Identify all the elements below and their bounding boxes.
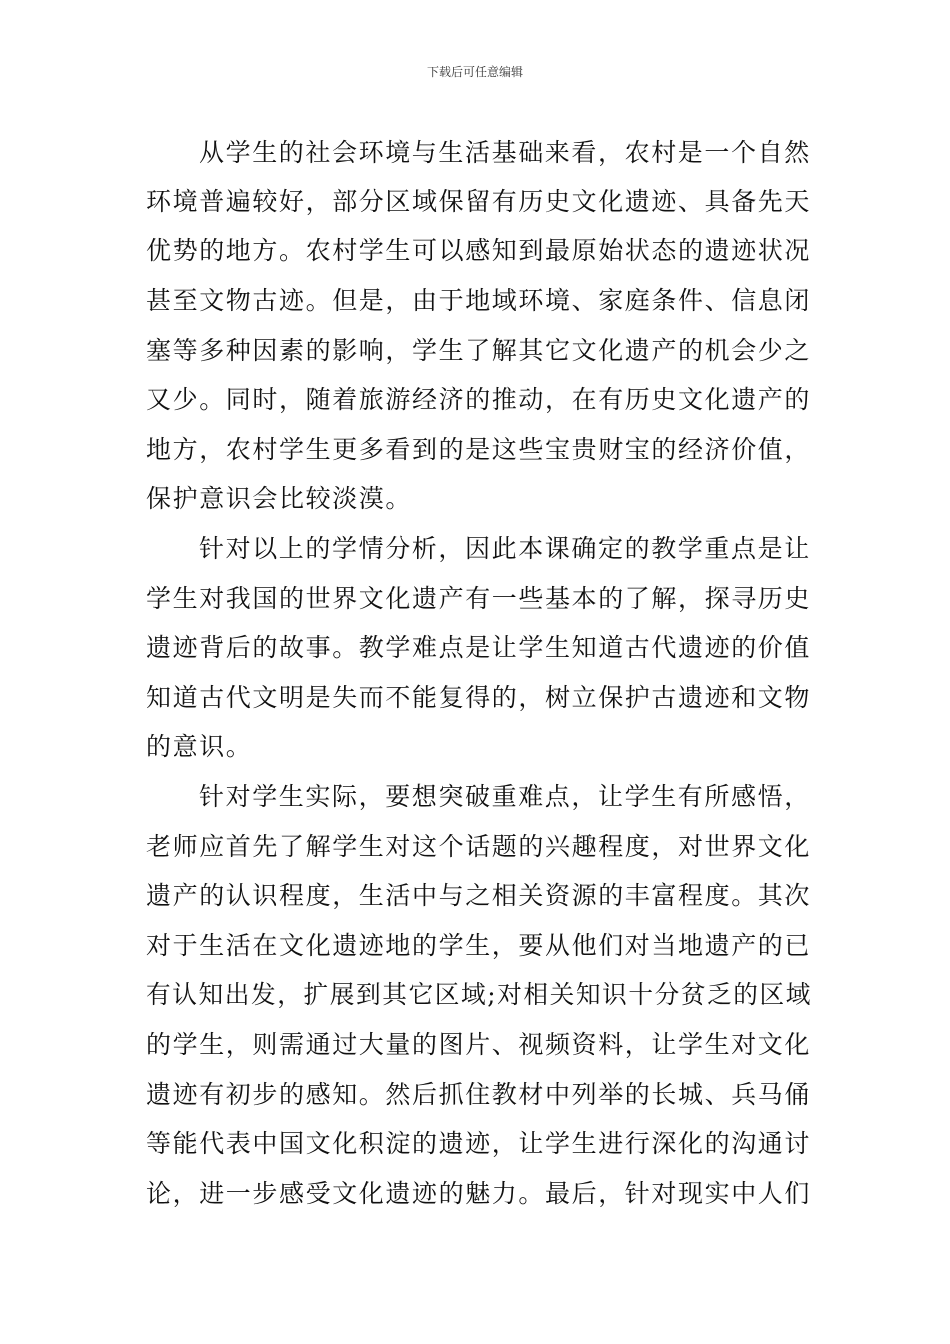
paragraph-2-line-1: 针对以上的学情分析，因此本课确定的教学重点是让 [199,534,811,563]
paragraph-3-line-9: 论，进一步感受文化遗迹的魅力。最后，针对现实中人们 [146,1179,812,1208]
paragraph-1-line-7: 地方，农村学生更多看到的是这些宝贵财宝的经济价值， [146,435,812,464]
paragraph-1-line-8: 保护意识会比较淡漠。 [146,484,413,513]
paragraph-3-line-2: 老师应首先了解学生对这个话题的兴趣程度，对世界文化 [146,832,812,861]
paragraph-1-line-4: 甚至文物古迹。但是，由于地域环境、家庭条件、信息闭 [146,286,812,315]
paragraph-3-line-1: 针对学生实际，要想突破重难点，让学生有所感悟， [199,782,811,811]
paragraph-2-line-2: 学生对我国的世界文化遗产有一些基本的了解，探寻历史 [146,584,812,613]
paragraph-3-line-5: 有认知出发，扩展到其它区域;对相关知识十分贫乏的区域 [146,980,813,1009]
paragraph-3-line-3: 遗产的认识程度，生活中与之相关资源的丰富程度。其次 [146,881,812,910]
paragraph-3-line-4: 对于生活在文化遗迹地的学生，要从他们对当地遗产的已 [146,931,812,960]
paragraph-1-line-5: 塞等多种因素的影响，学生了解其它文化遗产的机会少之 [146,336,812,365]
paragraph-2-line-3: 遗迹背后的故事。教学难点是让学生知道古代遗迹的价值 [146,633,812,662]
paragraph-1-line-2: 环境普遍较好，部分区域保留有历史文化遗迹、具备先天 [146,187,812,216]
paragraph-1-line-6: 又少。同时，随着旅游经济的推动，在有历史文化遗产的 [146,385,812,414]
paragraph-1-line-3: 优势的地方。农村学生可以感知到最原始状态的遗迹状况 [146,236,812,265]
paragraph-3-line-8: 等能代表中国文化积淀的遗迹，让学生进行深化的沟通讨 [146,1129,812,1158]
paragraph-3-line-7: 遗迹有初步的感知。然后抓住教材中列举的长城、兵马俑 [146,1080,812,1109]
paragraph-3-line-6: 的学生，则需通过大量的图片、视频资料，让学生对文化 [146,1030,812,1059]
paragraph-2-line-5: 的意识。 [146,732,253,761]
page-header-note: 下载后可任意编辑 [426,65,523,79]
paragraph-2-line-4: 知道古代文明是失而不能复得的，树立保护古遗迹和文物 [146,683,812,712]
paragraph-1-line-1: 从学生的社会环境与生活基础来看，农村是一个自然 [199,138,811,167]
